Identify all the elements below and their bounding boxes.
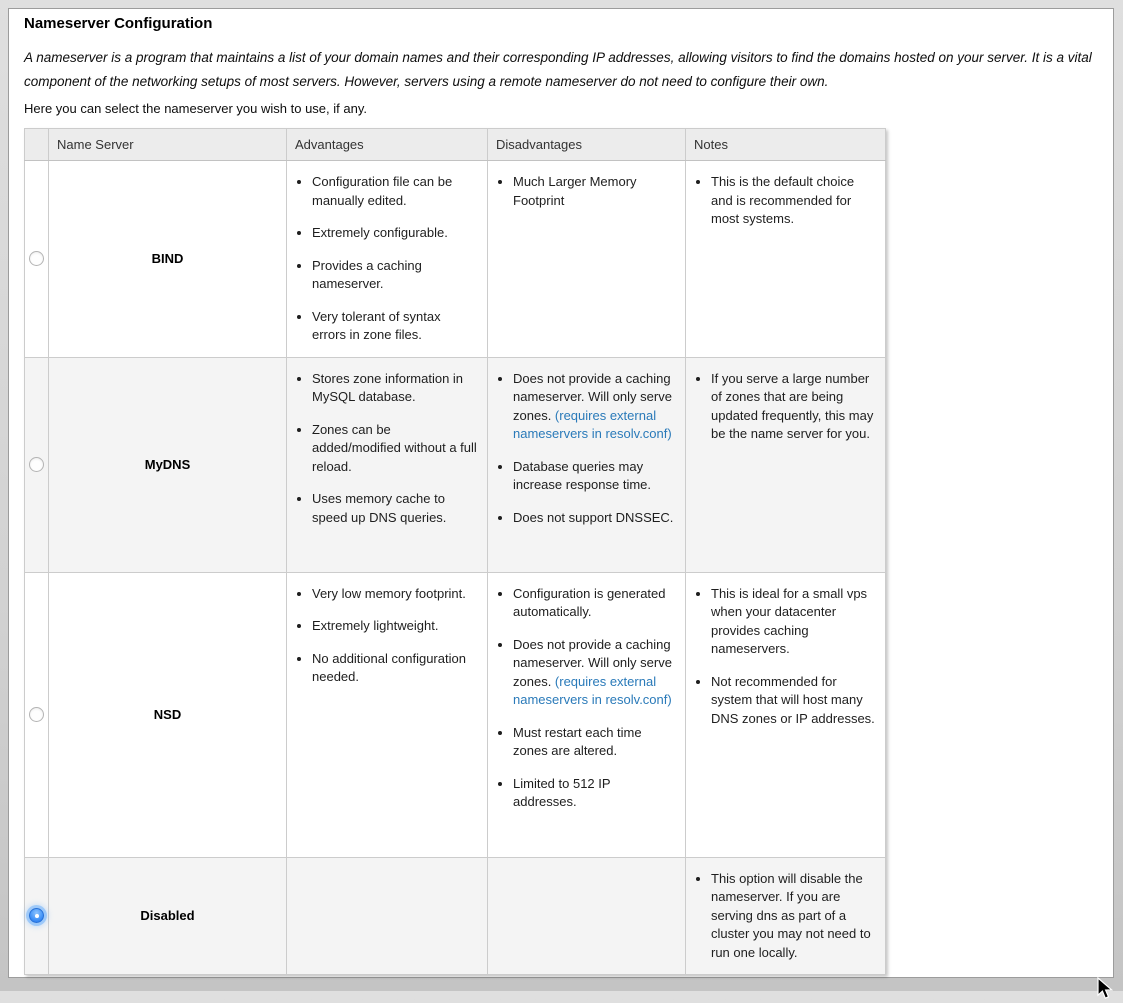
disadvantages-cell: [488, 161, 686, 358]
page-title: Nameserver Configuration: [24, 15, 213, 32]
notes-cell-list: [688, 370, 875, 444]
bullet-item: • No additional configuration needed.: [312, 650, 477, 687]
table-row-bind: [25, 161, 886, 358]
column-header: Name Server: [49, 129, 287, 161]
notes-cell-list: [688, 585, 875, 729]
advantages-cell: [287, 161, 488, 358]
radio-cell-bind: [25, 161, 49, 358]
disadvantages-cell-list: [490, 585, 675, 812]
column-header: Notes: [686, 129, 886, 161]
bullet-item: • Must restart each time zones are altered.: [513, 724, 675, 761]
notes-cell: [686, 857, 886, 975]
advantages-cell-list: [289, 173, 477, 345]
disadvantages-cell: [488, 857, 686, 975]
bullet-item: • Configuration file can be manually edited.: [312, 173, 477, 210]
disadvantages-cell-list: [490, 173, 675, 210]
bullet-item: • This option will disable the nameserver. If you are serving dns as part of a cluster you may not need to run one locally.: [711, 870, 875, 963]
bullet-item: • Provides a caching nameserver.: [312, 257, 477, 294]
bullet-item: • Zones can be added/modified without a full reload.: [312, 421, 477, 477]
page-description: A nameserver is a program that maintains a list of your domain names and their corresponding IP addresses, allowing visitors to find the domains hosted on your server. It is a vital component of the networking setups of most servers. However, servers using a remote nameserver do not need to configure their own.: [24, 50, 1092, 89]
advantages-cell-list: [289, 585, 477, 687]
advantages-cell: [287, 857, 488, 975]
nameserver-table: [24, 128, 886, 975]
resolv-conf-link[interactable]: (requires external nameservers in resolv.conf): [513, 673, 672, 707]
bullet-item: • Not recommended for system that will host many DNS zones or IP addresses.: [711, 673, 875, 729]
column-header: Advantages: [287, 129, 488, 161]
radio-cell-mydns: [25, 357, 49, 572]
advantages-cell-list: [289, 370, 477, 528]
notes-cell: [686, 572, 886, 857]
nameserver-radio-mydns[interactable]: [29, 457, 44, 472]
bullet-item: • Stores zone information in MySQL database.: [312, 370, 477, 407]
page-instruction: Here you can select the nameserver you wish to use, if any.: [24, 101, 367, 116]
nameserver-radio-bind[interactable]: [29, 251, 44, 266]
table-row-disabled: [25, 857, 886, 975]
table-header-row: [25, 129, 886, 161]
disadvantages-cell-list: [490, 370, 675, 528]
notes-cell-list: [688, 870, 875, 963]
bullet-item: • Does not provide a caching nameserver. Will only serve zones. (requires external nameservers in resolv.conf): [513, 636, 675, 710]
nameserver-name-nsd: NSD: [49, 572, 287, 857]
bullet-item: • This is ideal for a small vps when your datacenter provides caching nameservers.: [711, 585, 875, 659]
notes-cell: [686, 357, 886, 572]
bullet-item: • Uses memory cache to speed up DNS queries.: [312, 490, 477, 527]
bullet-item: • Very tolerant of syntax errors in zone files.: [312, 308, 477, 345]
table-row-nsd: [25, 572, 886, 857]
nameserver-table-body: [25, 161, 886, 975]
bullet-item: • If you serve a large number of zones that are being updated frequently, this may be the name server for you.: [711, 370, 875, 444]
bullet-item: • Does not support DNSSEC.: [513, 509, 675, 528]
bullet-item: • Database queries may increase response time.: [513, 458, 675, 495]
disadvantages-cell: [488, 357, 686, 572]
advantages-cell: [287, 572, 488, 857]
bullet-item: • Much Larger Memory Footprint: [513, 173, 675, 210]
radio-cell-nsd: [25, 572, 49, 857]
table-row-mydns: [25, 357, 886, 572]
nameserver-radio-nsd[interactable]: [29, 707, 44, 722]
bullet-item: • Extremely lightweight.: [312, 617, 477, 636]
nameserver-name-disabled: Disabled: [49, 857, 287, 975]
bullet-item: • Extremely configurable.: [312, 224, 477, 243]
resolv-conf-link[interactable]: (requires external nameservers in resolv.conf): [513, 407, 672, 441]
column-header: Disadvantages: [488, 129, 686, 161]
bullet-item: • Very low memory footprint.: [312, 585, 477, 604]
bullet-item: • Configuration is generated automatically.: [513, 585, 675, 622]
disadvantages-cell: [488, 572, 686, 857]
advantages-cell: [287, 357, 488, 572]
radio-column-header: [25, 129, 49, 161]
radio-cell-disabled: [25, 857, 49, 975]
bullet-item: • This is the default choice and is recommended for most systems.: [711, 173, 875, 229]
content-panel: [8, 8, 1114, 978]
nameserver-radio-disabled[interactable]: [29, 908, 44, 923]
notes-cell-list: [688, 173, 875, 229]
bullet-item: • Does not provide a caching nameserver. Will only serve zones. (requires external nameservers in resolv.conf): [513, 370, 675, 444]
mouse-cursor-icon: [1097, 977, 1115, 1003]
nameserver-name-mydns: MyDNS: [49, 357, 287, 572]
bullet-item: • Limited to 512 IP addresses.: [513, 775, 675, 812]
notes-cell: [686, 161, 886, 358]
nameserver-name-bind: BIND: [49, 161, 287, 358]
